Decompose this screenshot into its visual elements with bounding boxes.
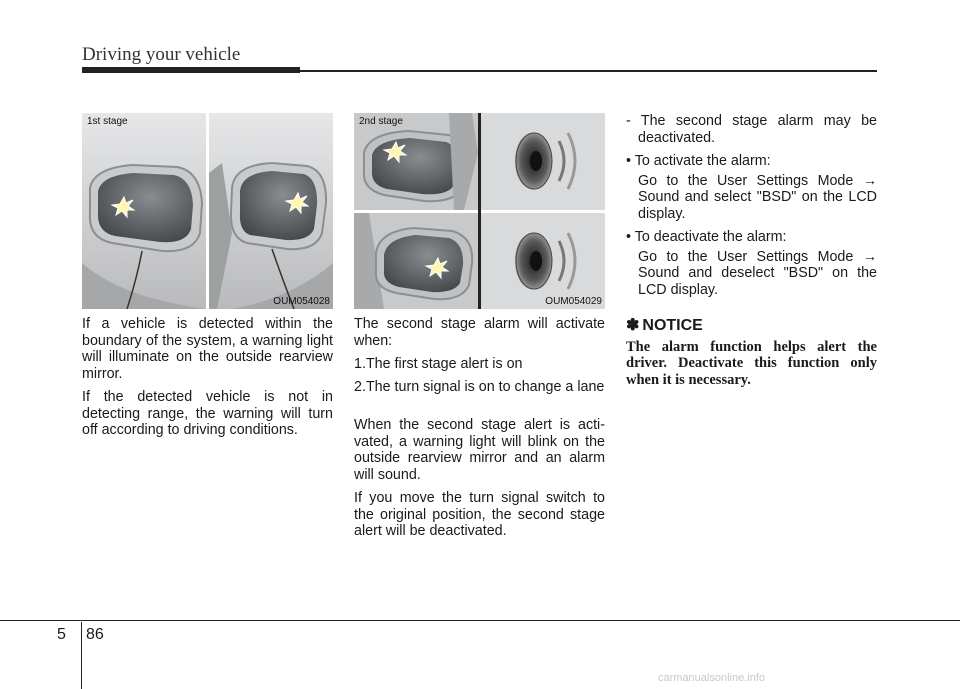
activate-instructions: Go to the User Settings Mode → Sound and select "BSD" on the LCD display.: [638, 172, 877, 222]
notice-heading: [626, 318, 877, 335]
paragraph: If a vehicle is detected within the boundary of the system, a warning light will illuminate on the outside rearview mirror.: [82, 316, 333, 382]
notice-icon: ✽: [626, 317, 640, 334]
figure-code: OUM054028: [273, 296, 330, 307]
footer-divider: [81, 622, 82, 689]
list-item: 2. The turn signal is on to change a lane: [354, 378, 605, 395]
figure-second-stage: [354, 113, 605, 309]
bullet-activate-label: • To activate the alarm:: [626, 153, 771, 169]
paragraph: If the detected vehicle is not in detecting range, the warning will turn off according to driving conditions.: [82, 389, 333, 438]
paragraph: If you move the turn signal switch to the original position, the second stage alert will be deactivated.: [354, 490, 605, 539]
column-1-text: [82, 316, 333, 446]
paragraph: When the second stage alert is acti- vated, a warning light will blink on the outside rearview mirror and an alarm will sound.: [354, 417, 605, 483]
figure-first-stage: [82, 113, 333, 309]
footer-rule: [0, 620, 960, 621]
page-number: 86: [86, 626, 104, 643]
side-mirrors-illustration: [82, 113, 333, 309]
list-item: 1. The first stage alert is on: [354, 356, 523, 372]
notice-title: NOTICE: [642, 317, 703, 334]
figure-code: OUM054029: [545, 296, 602, 307]
figure-stage-label: 1st stage: [87, 116, 128, 127]
deactivate-instructions: Go to the User Settings Mode → Sound and deselect "BSD" on the LCD display.: [638, 248, 877, 298]
header-rule: [300, 70, 877, 72]
mirror-and-speaker-illustration: [354, 113, 605, 309]
dash-item: - The second stage alarm may be deactivated.: [626, 113, 877, 146]
column-3-text: [626, 113, 877, 388]
watermark: carmanualsonline.info: [658, 672, 766, 684]
bullet-deactivate-label: • To deactivate the alarm:: [626, 229, 787, 245]
page-header-title: Driving your vehicle: [82, 44, 241, 65]
notice-text: The alarm function helps alert the driver. Deactivate this function only when it is necessary.: [626, 338, 877, 388]
figure-stage-label: 2nd stage: [359, 116, 403, 127]
paragraph: The second stage alarm will activate when:: [354, 316, 605, 349]
column-2-text: [354, 316, 605, 547]
header-bar: [82, 67, 300, 73]
chapter-number: 5: [57, 626, 66, 643]
